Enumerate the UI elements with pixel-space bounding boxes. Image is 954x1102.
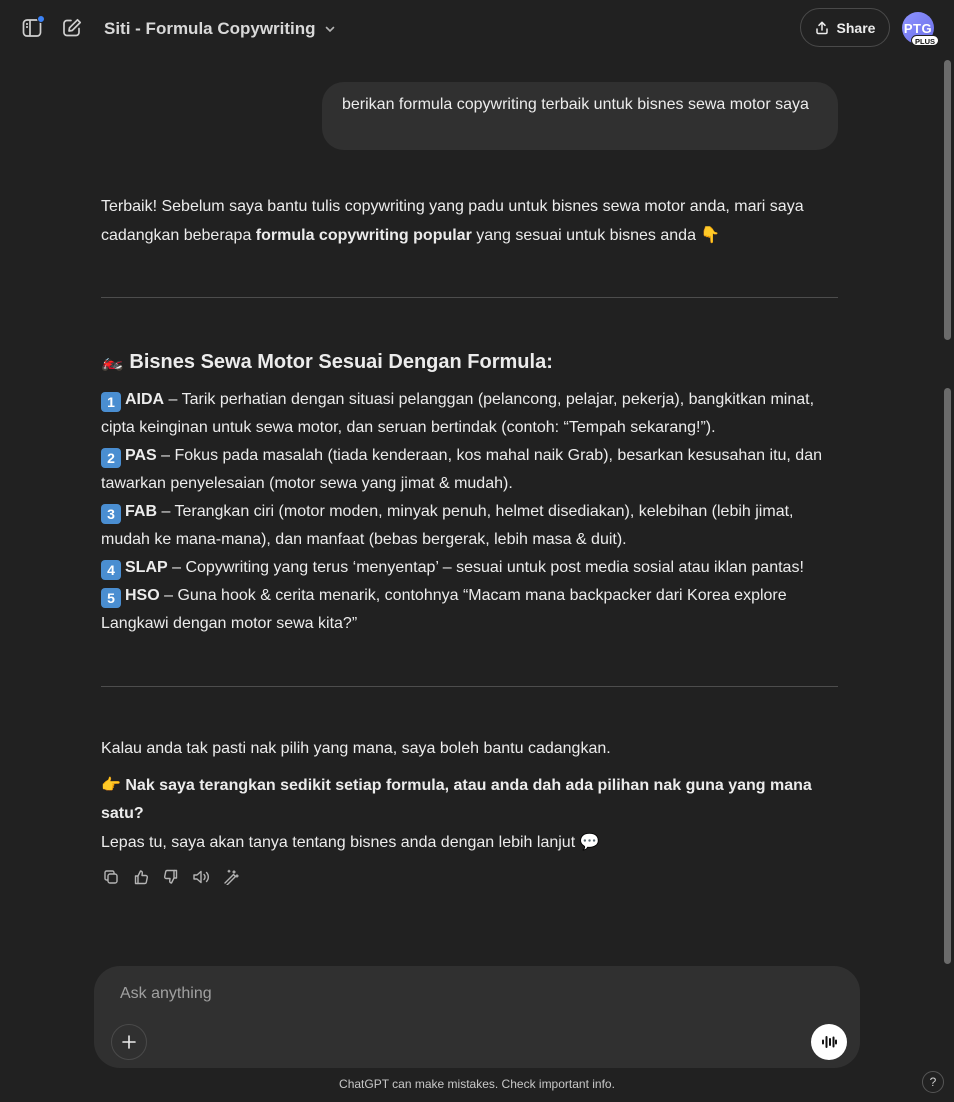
edit-icon xyxy=(61,17,83,39)
magic-wand-icon xyxy=(223,869,239,885)
formula-name: AIDA xyxy=(125,391,165,408)
formula-name: FAB xyxy=(125,503,157,520)
user-message-bubble: berikan formula copywriting terbaik untuk bisnes sewa motor saya xyxy=(322,82,838,150)
scrollbar-thumb-outer[interactable] xyxy=(944,60,951,340)
speaker-icon xyxy=(192,869,210,885)
formula-text: – Guna hook & cerita menarik, contohnya “Macam mana backpacker dari Korea explore Langkawi dengan motor sewa kita?” xyxy=(101,587,787,632)
help-button[interactable]: ? xyxy=(922,1071,944,1093)
share-icon xyxy=(815,21,829,35)
section-heading-text: Bisnes Sewa Motor Sesuai Dengan Formula: xyxy=(129,351,553,373)
copy-button[interactable] xyxy=(101,867,121,887)
sidebar-toggle-button[interactable] xyxy=(18,14,46,42)
plan-badge: PLUS xyxy=(911,35,939,46)
thumbs-down-button[interactable] xyxy=(161,867,181,887)
number-1-icon: 1 xyxy=(101,392,121,412)
number-3-icon: 3 xyxy=(101,504,121,524)
plus-icon xyxy=(121,1034,137,1050)
message-actions xyxy=(101,867,241,887)
divider xyxy=(101,297,838,298)
number-4-icon: 4 xyxy=(101,560,121,580)
motorcycle-icon: 🏍️ xyxy=(101,351,124,372)
section-heading xyxy=(101,347,553,377)
thumbs-up-icon xyxy=(133,869,149,885)
share-button[interactable] xyxy=(800,8,890,47)
divider xyxy=(101,686,838,687)
copy-icon xyxy=(103,869,119,885)
voice-mode-button[interactable] xyxy=(811,1024,847,1060)
pointing-down-icon: 👇 xyxy=(700,225,721,244)
pointing-right-icon: 👉 xyxy=(101,775,121,794)
closing-text: Kalau anda tak pasti nak pilih yang mana, saya boleh bantu cadangkan. xyxy=(101,740,611,757)
list-item xyxy=(101,386,838,442)
edit-response-button[interactable] xyxy=(221,867,241,887)
formula-text: – Fokus pada masalah (tiada kenderaan, kos mahal naik Grab), besarkan kesusahan itu, dan tawarkan penyelesaian (motor sewa yang jimat & mudah). xyxy=(101,447,822,492)
attach-button[interactable] xyxy=(111,1024,147,1060)
followup-text: Lepas tu, saya akan tanya tentang bisnes anda dengan lebih lanjut xyxy=(101,834,580,851)
thumbs-up-button[interactable] xyxy=(131,867,151,887)
assistant-intro xyxy=(101,193,838,250)
notification-dot xyxy=(37,15,45,23)
formula-text: – Copywriting yang terus ‘menyentap’ – sesuai untuk post media sosial atau iklan pantas! xyxy=(167,559,804,576)
list-item xyxy=(101,554,838,582)
new-chat-button[interactable] xyxy=(58,14,86,42)
conversation-title[interactable] xyxy=(104,18,336,40)
thumbs-down-icon xyxy=(163,869,179,885)
formula-text: – Tarik perhatian dengan situasi pelanggan (pelancong, pelajar, pekerja), bangkitkan minat, cipta keinginan untuk sewa motor, dan seruan bertindak (contoh: “Tempah sekarang!”). xyxy=(101,391,815,436)
number-5-icon: 5 xyxy=(101,588,121,608)
formula-name: PAS xyxy=(125,447,157,464)
disclaimer-text: ChatGPT can make mistakes. Check important info. xyxy=(339,1077,615,1091)
question-paragraph xyxy=(101,771,838,857)
intro-bold-text: formula copywriting popular xyxy=(255,227,472,244)
formula-list xyxy=(101,386,838,638)
prompt-input[interactable] xyxy=(120,982,820,1006)
formula-name: HSO xyxy=(125,587,160,604)
composer xyxy=(94,966,860,1068)
list-item xyxy=(101,442,838,498)
conversation-title-text: Siti - Formula Copywriting xyxy=(104,19,316,38)
list-item xyxy=(101,498,838,554)
formula-name: SLAP xyxy=(125,559,168,576)
speech-bubble-icon: 💬 xyxy=(579,832,600,851)
intro-text: Terbaik! Sebelum saya bantu tulis copywriting yang padu untuk bisnes sewa motor anda, mari saya cadangkan beberapa xyxy=(101,198,804,244)
share-label: Share xyxy=(836,19,876,36)
avatar[interactable]: PTG xyxy=(902,12,934,44)
top-bar xyxy=(0,0,954,57)
chevron-down-icon xyxy=(324,23,336,35)
waveform-icon xyxy=(820,1033,838,1051)
number-2-icon: 2 xyxy=(101,448,121,468)
formula-text: – Terangkan ciri (motor moden, minyak penuh, helmet disediakan), kelebihan (lebih jimat, mudah ke mana-mana), dan manfaat (bebas bergerak, lebih masa & duit). xyxy=(101,503,794,548)
list-item xyxy=(101,582,838,638)
scrollbar-thumb[interactable] xyxy=(944,388,951,964)
intro-text-end: yang sesuai untuk bisnes anda xyxy=(471,227,701,244)
question-text: Nak saya terangkan sedikit setiap formula, atau anda dah ada pilihan nak guna yang mana satu? xyxy=(101,777,812,822)
read-aloud-button[interactable] xyxy=(191,867,211,887)
